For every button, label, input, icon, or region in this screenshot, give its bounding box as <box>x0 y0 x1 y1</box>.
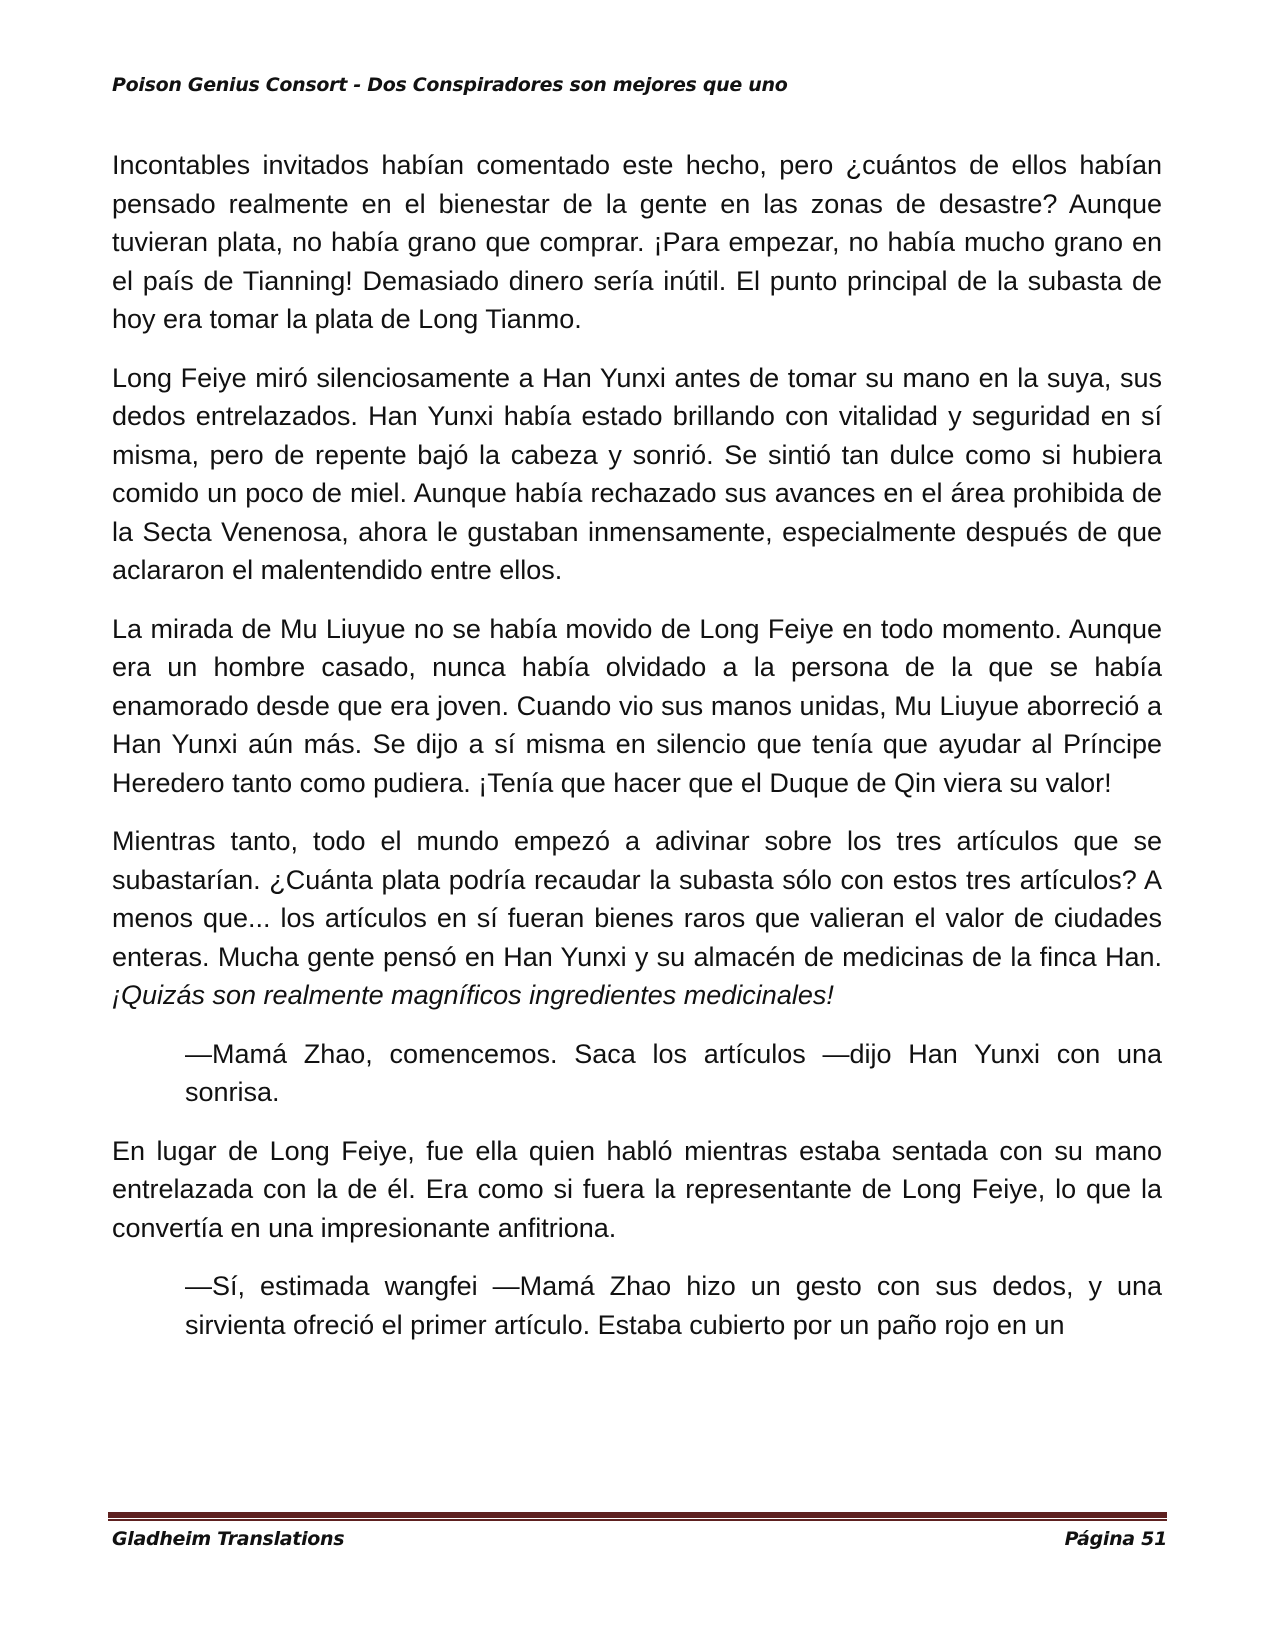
paragraph-4-italic-text: ¡Quizás son realmente magníficos ingredientes medicinales! <box>112 980 834 1010</box>
paragraph-5-text: —Mamá Zhao, comencemos. Saca los artículos —dijo Han Yunxi con una sonrisa. <box>185 1038 1162 1107</box>
paragraph-2-text: Long Feiye miró silenciosamente a Han Yunxi antes de tomar su mano en la suya, sus dedos entrelazados. Han Yunxi había estado brillando con vitalidad y seguridad en sí misma, pero de repente bajó la cabeza y sonrió. Se sintió tan dulce como si hubiera comido un poco de miel. Aunque había rechazado sus avances en el área prohibida de la Secta Venenosa, ahora le gustaban inmensamente, especialmente después de que aclararon el malentendido entre ellos. <box>112 362 1162 585</box>
document-body <box>112 146 1162 1364</box>
footer-page-number: Página 51 <box>1064 1528 1167 1550</box>
paragraph-2 <box>112 359 1162 590</box>
dialogue-paragraph-5 <box>185 1035 1162 1112</box>
paragraph-6-text: En lugar de Long Feiye, fue ella quien habló mientras estaba sentada con su mano entrelazada con la de él. Era como si fuera la representante de Long Feiye, lo que la convertía en una impresionante anfitriona. <box>112 1135 1162 1243</box>
paragraph-1-text: Incontables invitados habían comentado este hecho, pero ¿cuántos de ellos habían pensado realmente en el bienestar de la gente en las zonas de desastre? Aunque tuvieran plata, no había grano que comprar. ¡Para empezar, no había mucho grano en el país de Tianning! Demasiado dinero sería inútil. El punto principal de la subasta de hoy era tomar la plata de Long Tianmo. <box>112 150 1162 334</box>
footer-divider <box>108 1512 1167 1521</box>
footer-divider-thick <box>108 1512 1167 1518</box>
footer-divider-thin <box>108 1519 1167 1521</box>
paragraph-6 <box>112 1132 1162 1248</box>
paragraph-1 <box>112 146 1162 339</box>
paragraph-4 <box>112 822 1162 1015</box>
paragraph-3-text: La mirada de Mu Liuyue no se había movido de Long Feiye en todo momento. Aunque era un hombre casado, nunca había olvidado a la persona de la que se había enamorado desde que era joven. Cuando vio sus manos unidas, Mu Liuyue aborreció a Han Yunxi aún más. Se dijo a sí misma en silencio que tenía que ayudar al Príncipe Heredero tanto como pudiera. ¡Tenía que hacer que el Duque de Qin viera su valor! <box>112 613 1162 798</box>
paragraph-7-text: —Sí, estimada wangfei —Mamá Zhao hizo un gesto con sus dedos, y una sirvienta ofreció el primer artículo. Estaba cubierto por un paño rojo en un <box>185 1271 1162 1340</box>
dialogue-paragraph-7 <box>185 1267 1162 1344</box>
footer-translator-credit: Gladheim Translations <box>112 1528 345 1550</box>
paragraph-4-text: Mientras tanto, todo el mundo empezó a adivinar sobre los tres artículos que se subastarían. ¿Cuánta plata podría recaudar la subasta sólo con estos tres artículos? A menos que... los artículos en sí fueran bienes raros que valieran el valor de ciudades enteras. Mucha gente pensó en Han Yunxi y su almacén de medicinas de la finca Han. <box>112 826 1162 972</box>
paragraph-3 <box>112 610 1162 803</box>
page-header-title: Poison Genius Consort - Dos Conspiradores son mejores que uno <box>112 74 788 96</box>
